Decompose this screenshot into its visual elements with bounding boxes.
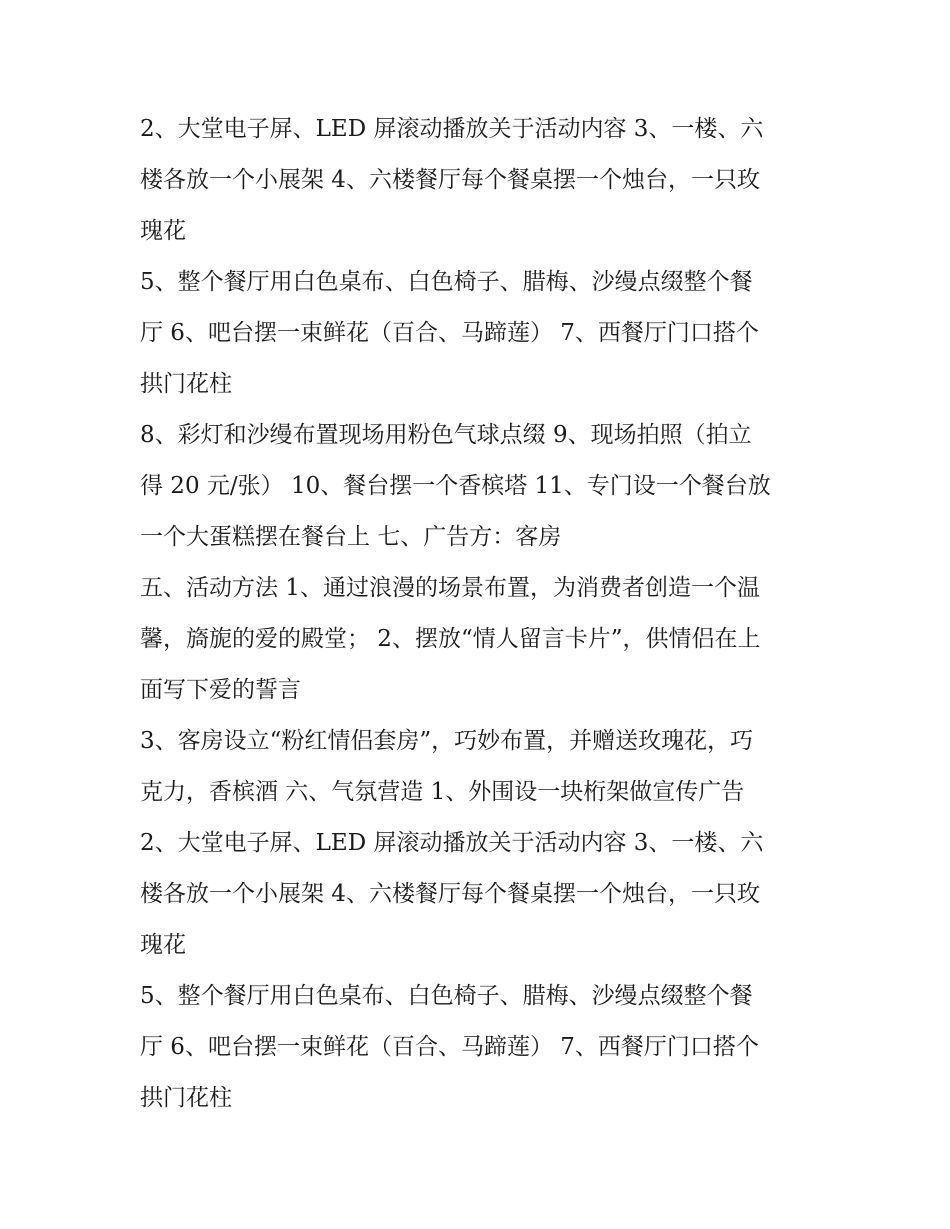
text-line: 楼各放一个小展架 4、六楼餐厅每个餐桌摆一个烛台，一只玫 <box>140 881 760 907</box>
text-line: 厅 6、吧台摆一束鲜花（百合、马蹄莲） 7、西餐厅门口搭个 <box>140 320 759 346</box>
text-line: 厅 6、吧台摆一束鲜花（百合、马蹄莲） 7、西餐厅门口搭个 <box>140 1034 759 1060</box>
text-line: 一个大蛋糕摆在餐台上 七、广告方：客房 <box>140 524 562 550</box>
text-line: 克力，香槟酒 六、气氛营造 1、外围设一块桁架做宣传广告 <box>140 779 745 805</box>
text-line: 拱门花柱 <box>140 371 232 397</box>
text-line: 2、大堂电子屏、LED 屏滚动播放关于活动内容 3、一楼、六 <box>140 830 764 856</box>
text-line: 瑰花 <box>140 218 186 244</box>
document-body <box>140 104 820 1124</box>
text-line: 5、整个餐厅用白色桌布、白色椅子、腊梅、沙缦点缀整个餐 <box>140 983 753 1009</box>
text-line: 瑰花 <box>140 932 186 958</box>
text-line: 3、客房设立“粉红情侣套房”，巧妙布置，并赠送玫瑰花，巧 <box>140 728 754 754</box>
text-line: 8、彩灯和沙缦布置现场用粉色气球点缀 9、现场拍照（拍立 <box>140 422 752 448</box>
text-line: 面写下爱的誓言 <box>140 677 301 703</box>
text-line: 2、大堂电子屏、LED 屏滚动播放关于活动内容 3、一楼、六 <box>140 116 764 142</box>
text-line: 得 20 元/张） 10、餐台摆一个香槟塔 11、专门设一个餐台放 <box>140 473 771 499</box>
text-line: 5、整个餐厅用白色桌布、白色椅子、腊梅、沙缦点缀整个餐 <box>140 269 753 295</box>
text-line: 五、活动方法 1、通过浪漫的场景布置，为消费者创造一个温 <box>140 575 760 601</box>
text-line: 拱门花柱 <box>140 1085 232 1111</box>
text-line: 楼各放一个小展架 4、六楼餐厅每个餐桌摆一个烛台，一只玫 <box>140 167 760 193</box>
text-line: 馨，旖旎的爱的殿堂； 2、摆放“情人留言卡片”，供情侣在上 <box>140 626 761 652</box>
